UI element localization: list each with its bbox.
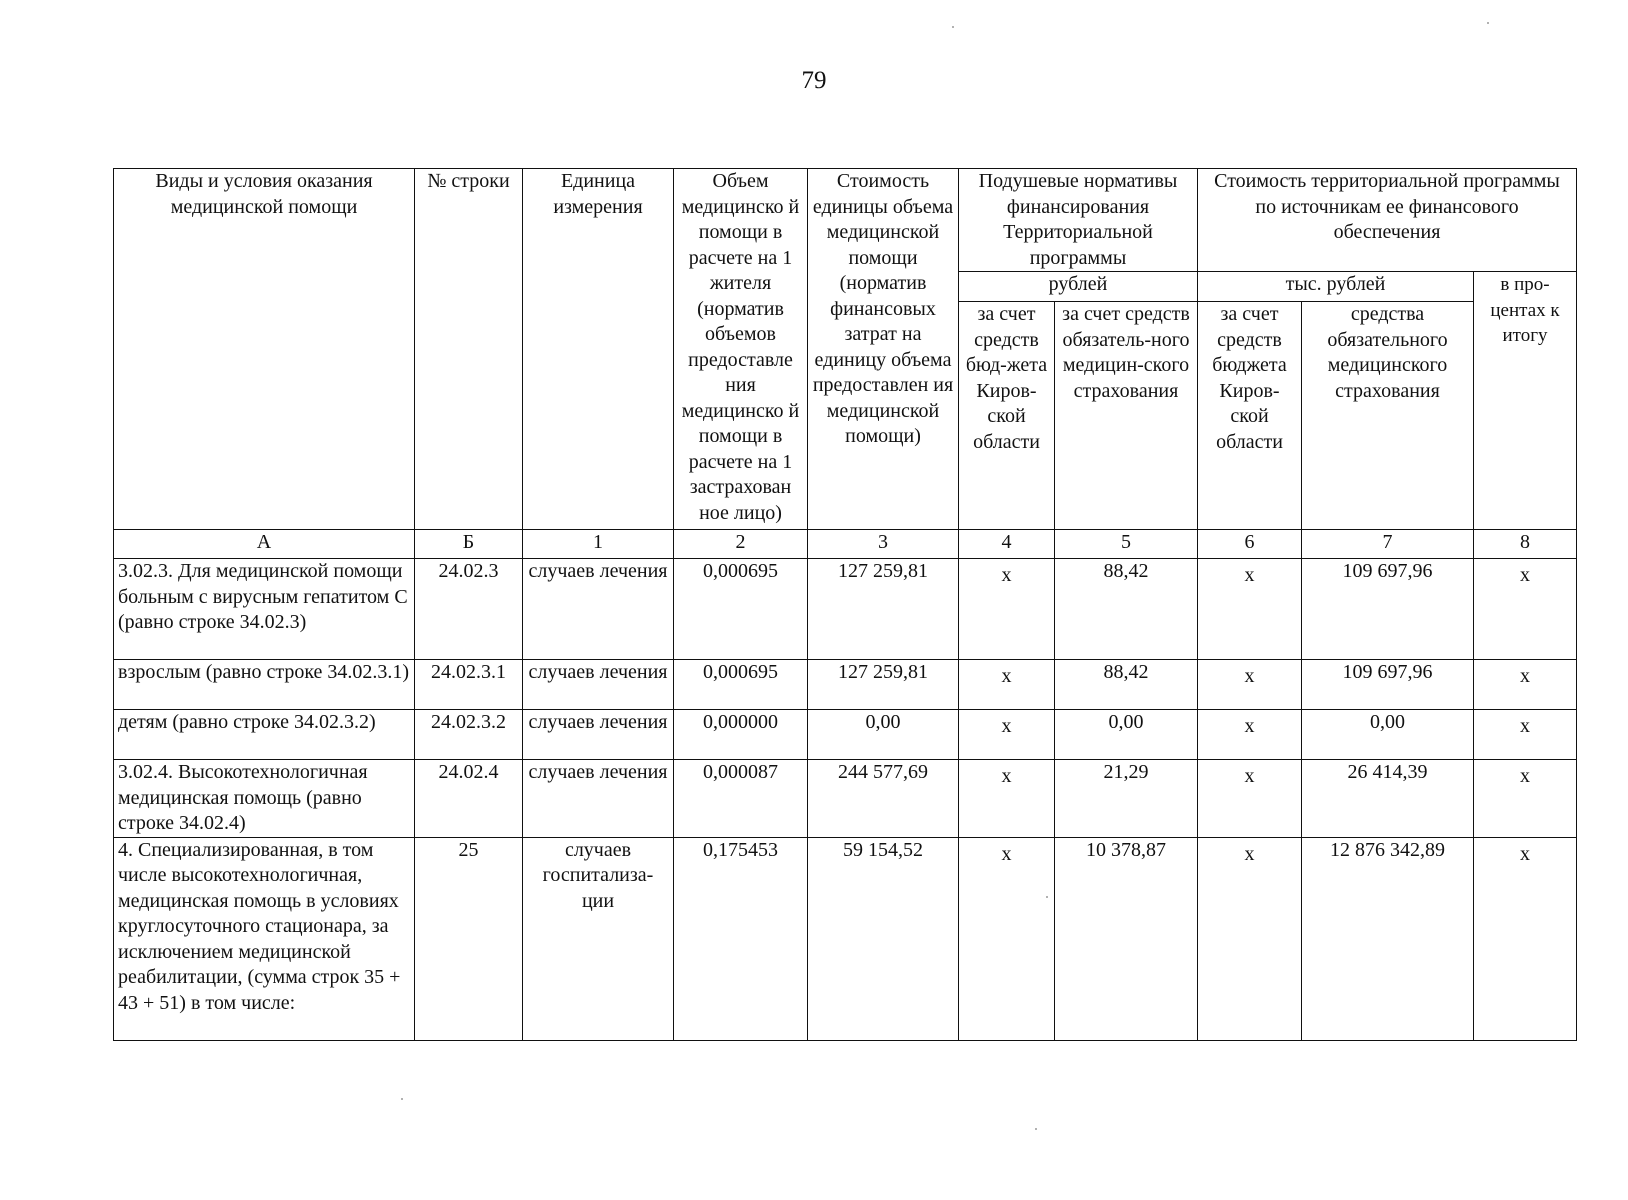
header-oms-thousand: средства обязательного медицинского страхования	[1302, 302, 1474, 530]
row-volume: 0,000087	[674, 760, 808, 838]
row-percent: х	[1474, 710, 1577, 760]
scan-speck	[952, 26, 954, 28]
row-budget-thousand: х	[1198, 710, 1302, 760]
row-unit: случаев госпитализа-ции	[523, 837, 674, 1040]
table-row	[114, 559, 1577, 660]
row-oms-rub: 88,42	[1055, 559, 1198, 660]
column-label: 6	[1198, 530, 1302, 559]
row-percent: х	[1474, 837, 1577, 1040]
row-line-number: 24.02.3.1	[415, 660, 523, 710]
column-label: 8	[1474, 530, 1577, 559]
row-unit-cost: 244 577,69	[808, 760, 959, 838]
row-oms-rub: 0,00	[1055, 710, 1198, 760]
column-label-row	[114, 530, 1577, 559]
header-unit-cost: Стоимость единицы объема медицинской помощи (норматив финансовых затрат на единицу объема предоставлен ия медицинской помощи)	[808, 169, 959, 530]
row-volume: 0,000695	[674, 559, 808, 660]
scan-speck	[1035, 1128, 1037, 1130]
scan-speck	[1046, 896, 1048, 898]
row-budget-thousand: х	[1198, 559, 1302, 660]
row-volume: 0,175453	[674, 837, 808, 1040]
row-oms-rub: 10 378,87	[1055, 837, 1198, 1040]
header-unit: Единица измерения	[523, 169, 674, 530]
row-name: взрослым (равно строке 34.02.3.1)	[114, 660, 415, 710]
header-per-capita-group: Подушевые нормативы финансирования Территориальной программы	[959, 169, 1198, 272]
row-volume: 0,000695	[674, 660, 808, 710]
row-unit: случаев лечения	[523, 559, 674, 660]
row-unit-cost: 59 154,52	[808, 837, 959, 1040]
row-line-number: 25	[415, 837, 523, 1040]
scan-speck	[1487, 22, 1489, 24]
scan-speck	[401, 1098, 403, 1100]
column-label: 2	[674, 530, 808, 559]
header-budget-thousand: за счет средств бюджета Киров-ской области	[1198, 302, 1302, 530]
row-name: 4. Специализированная, в том числе высокотехнологичная, медицинская помощь в условиях круглосуточного стационара, за исключением медицинской реабилитации, (сумма строк 35 + 43 + 51) в том числе:	[114, 837, 415, 1040]
row-budget-thousand: х	[1198, 660, 1302, 710]
header-row	[114, 169, 1577, 272]
row-oms-thousand: 12 876 342,89	[1302, 837, 1474, 1040]
header-oms-rub: за счет средств обязатель-ного медицин-ского страхования	[1055, 302, 1198, 530]
row-oms-rub: 21,29	[1055, 760, 1198, 838]
page-number: 79	[801, 67, 827, 94]
column-label: 4	[959, 530, 1055, 559]
header-unit-thousand-rub: тыс. рублей	[1198, 272, 1474, 302]
row-percent: х	[1474, 660, 1577, 710]
column-label: 7	[1302, 530, 1474, 559]
row-name: 3.02.4. Высокотехнологичная медицинская помощь (равно строке 34.02.4)	[114, 760, 415, 838]
row-budget-rub: х	[959, 559, 1055, 660]
table-row	[114, 660, 1577, 710]
row-oms-thousand: 26 414,39	[1302, 760, 1474, 838]
financing-table	[113, 168, 1577, 1041]
header-unit-rub: рублей	[959, 272, 1198, 302]
row-unit: случаев лечения	[523, 710, 674, 760]
row-oms-thousand: 0,00	[1302, 710, 1474, 760]
table-row	[114, 837, 1577, 1040]
header-budget-rub: за счет средств бюд-жета Киров-ской области	[959, 302, 1055, 530]
row-name: 3.02.3. Для медицинской помощи больным с вирусным гепатитом С (равно строке 34.02.3)	[114, 559, 415, 660]
row-unit: случаев лечения	[523, 660, 674, 710]
column-label: 1	[523, 530, 674, 559]
table-row	[114, 710, 1577, 760]
row-percent: х	[1474, 559, 1577, 660]
row-budget-rub: х	[959, 660, 1055, 710]
row-unit-cost: 127 259,81	[808, 660, 959, 710]
row-unit-cost: 127 259,81	[808, 559, 959, 660]
row-line-number: 24.02.3	[415, 559, 523, 660]
column-label: 5	[1055, 530, 1198, 559]
row-unit: случаев лечения	[523, 760, 674, 838]
column-label: 3	[808, 530, 959, 559]
row-volume: 0,000000	[674, 710, 808, 760]
row-percent: х	[1474, 760, 1577, 838]
row-oms-thousand: 109 697,96	[1302, 660, 1474, 710]
header-cost-group: Стоимость территориальной программы по источникам ее финансового обеспечения	[1198, 169, 1577, 272]
row-budget-thousand: х	[1198, 837, 1302, 1040]
header-line-number: № строки	[415, 169, 523, 530]
row-name: детям (равно строке 34.02.3.2)	[114, 710, 415, 760]
row-oms-thousand: 109 697,96	[1302, 559, 1474, 660]
header-percent-of-total: в про-центах к итогу	[1474, 272, 1577, 530]
column-label: Б	[415, 530, 523, 559]
table-row	[114, 760, 1577, 838]
row-budget-rub: х	[959, 760, 1055, 838]
row-budget-thousand: х	[1198, 760, 1302, 838]
row-line-number: 24.02.3.2	[415, 710, 523, 760]
row-budget-rub: х	[959, 710, 1055, 760]
row-budget-rub: х	[959, 837, 1055, 1040]
header-kinds-of-care: Виды и условия оказания медицинской помощи	[114, 169, 415, 530]
row-oms-rub: 88,42	[1055, 660, 1198, 710]
row-line-number: 24.02.4	[415, 760, 523, 838]
header-volume: Объем медицинско й помощи в расчете на 1 жителя (норматив объемов предоставле ния медицинско й помощи в расчете на 1 застрахован ное лицо)	[674, 169, 808, 530]
column-label: А	[114, 530, 415, 559]
row-unit-cost: 0,00	[808, 710, 959, 760]
